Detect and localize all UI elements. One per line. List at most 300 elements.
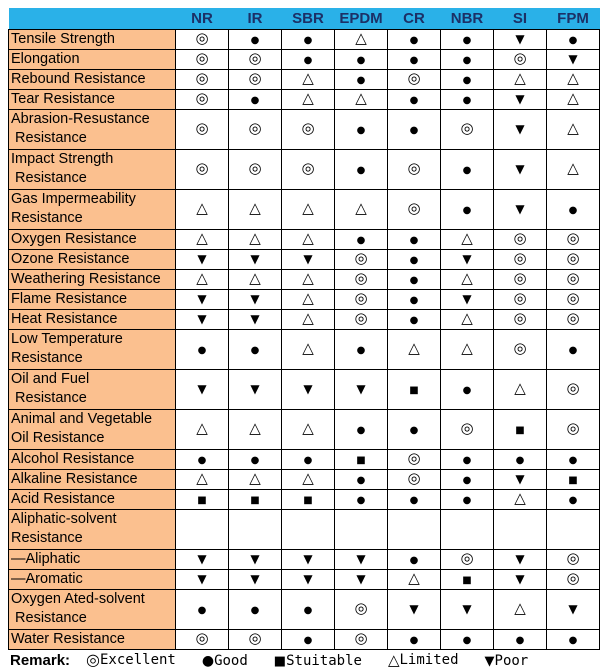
- legend-symbol-excellent: ◎: [86, 649, 100, 668]
- rating-cell: [282, 589, 335, 629]
- rating-symbol-stuitable: ■: [462, 575, 472, 586]
- rating-cell: [494, 449, 547, 469]
- rating-cell: [282, 149, 335, 189]
- rating-symbol-limited: △: [249, 229, 261, 247]
- rating-symbol-good: ●: [515, 635, 525, 646]
- rating-cell: [282, 309, 335, 329]
- legend-text: Stuitable: [286, 653, 362, 668]
- table-row: [9, 449, 600, 469]
- rating-cell: [441, 289, 494, 309]
- column-header-fpm: FPM: [547, 8, 600, 29]
- rating-cell: [335, 29, 388, 49]
- rating-cell: [176, 589, 229, 629]
- rating-cell: [547, 69, 600, 89]
- rating-symbol-excellent: ◎: [566, 419, 580, 437]
- rating-cell: [388, 409, 441, 449]
- rating-cell: [176, 469, 229, 489]
- rating-symbol-excellent: ◎: [513, 229, 527, 247]
- rating-cell: [388, 269, 441, 289]
- rating-symbol-good: ●: [409, 125, 419, 136]
- rating-symbol-good: ●: [462, 35, 472, 46]
- legend-item-limited: [388, 652, 459, 668]
- rating-symbol-excellent: ◎: [195, 49, 209, 67]
- property-label: Tensile Strength: [9, 29, 176, 49]
- remark-label: Remark:: [10, 652, 71, 668]
- rating-symbol-good: ●: [568, 205, 578, 216]
- rating-symbol-excellent: ◎: [195, 629, 209, 647]
- rating-cell: [176, 409, 229, 449]
- rating-cell: [547, 549, 600, 569]
- rating-symbol-good: ●: [356, 55, 366, 66]
- rating-cell: [335, 569, 388, 589]
- rating-symbol-good: ●: [462, 385, 472, 396]
- rating-symbol-good: ●: [303, 35, 313, 46]
- rating-symbol-good: ●: [250, 605, 260, 616]
- rating-cell: [176, 449, 229, 469]
- rating-symbol-limited: △: [302, 269, 314, 287]
- rating-cell: [547, 449, 600, 469]
- rating-symbol-good: ●: [409, 295, 419, 306]
- legend-symbol-stuitable: ■: [273, 653, 287, 668]
- rating-symbol-excellent: ◎: [513, 339, 527, 357]
- rating-cell: [388, 89, 441, 109]
- rating-cell: [229, 49, 282, 69]
- rating-cell: [335, 69, 388, 89]
- rating-cell: [335, 629, 388, 649]
- property-label: Aliphatic-solvent Resistance: [9, 509, 176, 549]
- rating-cell: [547, 309, 600, 329]
- rating-symbol-excellent: ◎: [460, 419, 474, 437]
- rating-cell: [229, 549, 282, 569]
- rating-cell: [176, 49, 229, 69]
- rating-symbol-poor: ▼: [462, 292, 472, 306]
- rating-cell: [441, 589, 494, 629]
- rating-symbol-good: ●: [568, 345, 578, 356]
- rating-cell: [547, 249, 600, 269]
- rating-cell: [441, 569, 494, 589]
- rating-cell: [388, 449, 441, 469]
- rating-symbol-poor: ▼: [515, 92, 525, 106]
- rating-cell: [176, 369, 229, 409]
- rating-symbol-good: ●: [462, 165, 472, 176]
- rating-symbol-poor: ▼: [197, 252, 207, 266]
- rating-symbol-poor: ▼: [356, 552, 366, 566]
- rating-cell: [176, 229, 229, 249]
- table-row: [9, 109, 600, 149]
- table-row: [9, 149, 600, 189]
- rating-symbol-excellent: ◎: [195, 159, 209, 177]
- rating-cell: [229, 589, 282, 629]
- rating-symbol-excellent: ◎: [566, 229, 580, 247]
- rating-cell: [176, 69, 229, 89]
- rating-cell: [229, 149, 282, 189]
- rating-cell: [176, 29, 229, 49]
- rating-cell: [441, 369, 494, 409]
- rating-symbol-good: ●: [409, 35, 419, 46]
- rating-symbol-good: ●: [462, 475, 472, 486]
- rating-cell: [494, 109, 547, 149]
- column-header-epdm: EPDM: [335, 8, 388, 29]
- table-row: [9, 69, 600, 89]
- rating-cell: [494, 289, 547, 309]
- rating-cell: [441, 409, 494, 449]
- rating-cell: [176, 549, 229, 569]
- rating-cell: [176, 149, 229, 189]
- rating-cell: [335, 369, 388, 409]
- rating-cell: [229, 189, 282, 229]
- rating-cell: [547, 289, 600, 309]
- rating-symbol-poor: ▼: [356, 382, 366, 396]
- table-row: [9, 329, 600, 369]
- rating-cell: [229, 469, 282, 489]
- rating-cell: [176, 89, 229, 109]
- rating-symbol-excellent: ◎: [354, 629, 368, 647]
- rating-symbol-limited: △: [196, 269, 208, 287]
- rating-cell: [282, 69, 335, 89]
- rating-cell: [335, 509, 388, 549]
- rating-symbol-excellent: ◎: [566, 269, 580, 287]
- rating-cell: [335, 229, 388, 249]
- property-label: Tear Resistance: [9, 89, 176, 109]
- rating-symbol-stuitable: ■: [515, 425, 525, 436]
- rating-symbol-good: ●: [568, 455, 578, 466]
- rating-cell: [388, 289, 441, 309]
- rating-cell: [547, 329, 600, 369]
- rating-symbol-good: ●: [356, 75, 366, 86]
- rating-symbol-good: ●: [462, 75, 472, 86]
- table-row: [9, 289, 600, 309]
- rating-cell: [441, 49, 494, 69]
- property-label: Oxygen Resistance: [9, 229, 176, 249]
- rating-symbol-limited: △: [355, 89, 367, 107]
- rating-symbol-stuitable: ■: [409, 385, 419, 396]
- table-row: [9, 369, 600, 409]
- rating-cell: [441, 269, 494, 289]
- column-header-sbr: SBR: [282, 8, 335, 29]
- rating-cell: [547, 469, 600, 489]
- rating-symbol-good: ●: [409, 425, 419, 436]
- table-row: [9, 249, 600, 269]
- property-label: Oxygen Ated-solvent Resistance: [9, 589, 176, 629]
- rating-cell: [282, 289, 335, 309]
- legend-symbol-good: ●: [201, 652, 215, 668]
- rating-symbol-poor: ▼: [515, 162, 525, 176]
- rating-cell: [282, 29, 335, 49]
- rating-cell: [494, 469, 547, 489]
- rating-symbol-good: ●: [303, 455, 313, 466]
- rating-symbol-limited: △: [196, 419, 208, 437]
- rating-cell: [547, 189, 600, 229]
- legend-text: Poor: [494, 653, 529, 668]
- rating-symbol-excellent: ◎: [566, 309, 580, 327]
- rating-symbol-excellent: ◎: [566, 289, 580, 307]
- rating-cell: [282, 369, 335, 409]
- rating-cell: [494, 29, 547, 49]
- rating-cell: [176, 269, 229, 289]
- rating-cell: [547, 569, 600, 589]
- legend-item-good: [202, 653, 248, 668]
- rating-symbol-poor: ▼: [515, 572, 525, 586]
- rating-cell: [282, 409, 335, 449]
- rating-symbol-limited: △: [408, 339, 420, 357]
- rating-cell: [547, 509, 600, 549]
- rating-cell: [176, 329, 229, 369]
- rating-cell: [282, 329, 335, 369]
- rating-symbol-limited: △: [196, 199, 208, 217]
- rating-symbol-poor: ▼: [250, 312, 260, 326]
- rating-symbol-excellent: ◎: [248, 159, 262, 177]
- property-label: Animal and Vegetable Oil Resistance: [9, 409, 176, 449]
- table-row: [9, 489, 600, 509]
- rating-symbol-limited: △: [249, 469, 261, 487]
- rating-symbol-poor: ▼: [303, 552, 313, 566]
- rating-cell: [441, 509, 494, 549]
- rating-cell: [494, 489, 547, 509]
- table-row: [9, 269, 600, 289]
- rating-symbol-good: ●: [356, 235, 366, 246]
- rating-cell: [441, 29, 494, 49]
- table-row: [9, 49, 600, 69]
- rating-cell: [229, 569, 282, 589]
- table-row: [9, 29, 600, 49]
- rating-symbol-stuitable: ■: [250, 495, 260, 506]
- rating-symbol-good: ●: [356, 125, 366, 136]
- rating-cell: [388, 329, 441, 369]
- property-label: Abrasion-Resustance Resistance: [9, 109, 176, 149]
- rating-symbol-limited: △: [461, 339, 473, 357]
- rating-cell: [547, 109, 600, 149]
- rating-symbol-good: ●: [250, 95, 260, 106]
- rating-symbol-poor: ▼: [409, 602, 419, 616]
- rating-symbol-limited: △: [567, 159, 579, 177]
- rating-symbol-poor: ▼: [250, 552, 260, 566]
- legend: [8, 649, 605, 668]
- rating-symbol-limited: △: [461, 309, 473, 327]
- rating-cell: [229, 269, 282, 289]
- legend-text: Limited: [399, 652, 459, 668]
- rating-symbol-good: ●: [356, 165, 366, 176]
- rating-cell: [176, 289, 229, 309]
- rating-cell: [494, 49, 547, 69]
- rating-cell: [441, 329, 494, 369]
- rating-symbol-limited: △: [302, 199, 314, 217]
- property-label: Alcohol Resistance: [9, 449, 176, 469]
- rating-cell: [547, 149, 600, 189]
- rating-symbol-limited: △: [302, 309, 314, 327]
- rating-symbol-poor: ▼: [197, 572, 207, 586]
- rating-cell: [229, 329, 282, 369]
- rating-cell: [388, 629, 441, 649]
- rating-symbol-good: ●: [356, 345, 366, 356]
- rating-symbol-limited: △: [302, 69, 314, 87]
- header-row: [9, 8, 600, 29]
- rating-symbol-poor: ▼: [303, 572, 313, 586]
- rating-cell: [388, 309, 441, 329]
- rating-symbol-good: ●: [197, 605, 207, 616]
- rating-cell: [229, 509, 282, 549]
- rating-cell: [335, 489, 388, 509]
- rating-cell: [229, 489, 282, 509]
- rating-symbol-limited: △: [302, 469, 314, 487]
- table-row: [9, 89, 600, 109]
- rating-cell: [335, 189, 388, 229]
- table-row: [9, 469, 600, 489]
- rating-symbol-poor: ▼: [197, 312, 207, 326]
- rating-symbol-poor: ▼: [197, 382, 207, 396]
- rating-symbol-excellent: ◎: [354, 309, 368, 327]
- rating-cell: [547, 589, 600, 629]
- rating-symbol-excellent: ◎: [301, 159, 315, 177]
- rating-symbol-good: ●: [303, 605, 313, 616]
- rating-cell: [176, 509, 229, 549]
- rating-symbol-excellent: ◎: [566, 249, 580, 267]
- rating-symbol-good: ●: [409, 555, 419, 566]
- rating-symbol-limited: △: [461, 269, 473, 287]
- property-label: Low Temperature Resistance: [9, 329, 176, 369]
- rating-symbol-good: ●: [568, 495, 578, 506]
- property-label: —Aromatic: [9, 569, 176, 589]
- rating-symbol-good: ●: [197, 345, 207, 356]
- rating-cell: [388, 509, 441, 549]
- rating-cell: [441, 69, 494, 89]
- rating-cell: [547, 49, 600, 69]
- rating-cell: [282, 549, 335, 569]
- rating-symbol-excellent: ◎: [407, 199, 421, 217]
- rating-symbol-limited: △: [567, 119, 579, 137]
- rating-cell: [388, 49, 441, 69]
- rating-cell: [441, 189, 494, 229]
- rating-symbol-limited: △: [302, 229, 314, 247]
- rating-symbol-poor: ▼: [568, 602, 578, 616]
- legend-symbol-limited: △: [387, 650, 400, 668]
- legend-item-stuitable: [274, 653, 362, 668]
- rating-cell: [335, 289, 388, 309]
- rating-cell: [494, 369, 547, 409]
- rating-cell: [547, 269, 600, 289]
- rating-symbol-limited: △: [514, 379, 526, 397]
- rating-cell: [335, 449, 388, 469]
- rating-cell: [494, 69, 547, 89]
- property-label: Oil and Fuel Resistance: [9, 369, 176, 409]
- legend-items: [86, 649, 554, 668]
- rating-cell: [547, 409, 600, 449]
- rating-cell: [282, 229, 335, 249]
- rating-symbol-limited: △: [302, 419, 314, 437]
- rating-symbol-limited: △: [355, 199, 367, 217]
- rating-symbol-excellent: ◎: [407, 469, 421, 487]
- rating-symbol-good: ●: [250, 345, 260, 356]
- rating-symbol-excellent: ◎: [513, 309, 527, 327]
- rating-cell: [441, 629, 494, 649]
- rating-cell: [282, 269, 335, 289]
- rating-cell: [494, 549, 547, 569]
- property-label: Weathering Resistance: [9, 269, 176, 289]
- rating-symbol-limited: △: [514, 69, 526, 87]
- table-row: [9, 549, 600, 569]
- rating-symbol-limited: △: [302, 289, 314, 307]
- rating-cell: [388, 149, 441, 189]
- property-label: Water Resistance: [9, 629, 176, 649]
- rating-symbol-excellent: ◎: [566, 379, 580, 397]
- rating-symbol-good: ●: [568, 635, 578, 646]
- rating-cell: [176, 629, 229, 649]
- rating-symbol-excellent: ◎: [301, 119, 315, 137]
- rating-symbol-limited: △: [514, 599, 526, 617]
- rating-symbol-good: ●: [409, 635, 419, 646]
- rating-cell: [388, 469, 441, 489]
- property-label: Ozone Resistance: [9, 249, 176, 269]
- rating-symbol-limited: △: [567, 69, 579, 87]
- rating-symbol-good: ●: [568, 35, 578, 46]
- rating-symbol-limited: △: [355, 29, 367, 47]
- rating-cell: [229, 229, 282, 249]
- rating-cell: [494, 409, 547, 449]
- legend-item-excellent: [86, 649, 176, 668]
- column-header-si: SI: [494, 8, 547, 29]
- legend-text: Good: [214, 652, 248, 668]
- rating-symbol-excellent: ◎: [513, 269, 527, 287]
- rating-symbol-limited: △: [461, 229, 473, 247]
- rating-cell: [335, 149, 388, 189]
- rating-symbol-excellent: ◎: [195, 69, 209, 87]
- rating-cell: [335, 589, 388, 629]
- rating-cell: [176, 569, 229, 589]
- rating-cell: [282, 629, 335, 649]
- rating-symbol-poor: ▼: [515, 202, 525, 216]
- rating-symbol-good: ●: [409, 55, 419, 66]
- rating-symbol-limited: △: [302, 89, 314, 107]
- rating-symbol-excellent: ◎: [566, 569, 580, 587]
- rating-cell: [282, 249, 335, 269]
- rating-symbol-poor: ▼: [568, 52, 578, 66]
- table-row: [9, 509, 600, 549]
- rating-cell: [547, 89, 600, 109]
- rating-cell: [229, 449, 282, 469]
- rating-cell: [176, 189, 229, 229]
- column-header-cr: CR: [388, 8, 441, 29]
- rating-symbol-good: ●: [462, 495, 472, 506]
- rating-cell: [547, 489, 600, 509]
- rating-cell: [494, 309, 547, 329]
- rating-symbol-good: ●: [409, 495, 419, 506]
- rating-symbol-good: ●: [409, 275, 419, 286]
- rating-cell: [441, 89, 494, 109]
- rating-cell: [441, 249, 494, 269]
- rating-symbol-poor: ▼: [515, 32, 525, 46]
- rating-cell: [388, 589, 441, 629]
- rating-symbol-stuitable: ■: [356, 455, 366, 466]
- property-label: Acid Resistance: [9, 489, 176, 509]
- legend-symbol-poor: ▼: [484, 653, 495, 668]
- rating-symbol-good: ●: [515, 455, 525, 466]
- column-header-ir: IR: [229, 8, 282, 29]
- property-label: Alkaline Resistance: [9, 469, 176, 489]
- column-header-nr: NR: [176, 8, 229, 29]
- rating-cell: [494, 329, 547, 369]
- rating-cell: [547, 629, 600, 649]
- rating-symbol-good: ●: [462, 455, 472, 466]
- rating-symbol-limited: △: [249, 269, 261, 287]
- rating-cell: [229, 69, 282, 89]
- rating-cell: [335, 269, 388, 289]
- rating-cell: [494, 189, 547, 229]
- rating-symbol-good: ●: [303, 635, 313, 646]
- rating-symbol-good: ●: [409, 315, 419, 326]
- column-header-nbr: NBR: [441, 8, 494, 29]
- rating-cell: [282, 189, 335, 229]
- property-label: Heat Resistance: [9, 309, 176, 329]
- rating-cell: [176, 489, 229, 509]
